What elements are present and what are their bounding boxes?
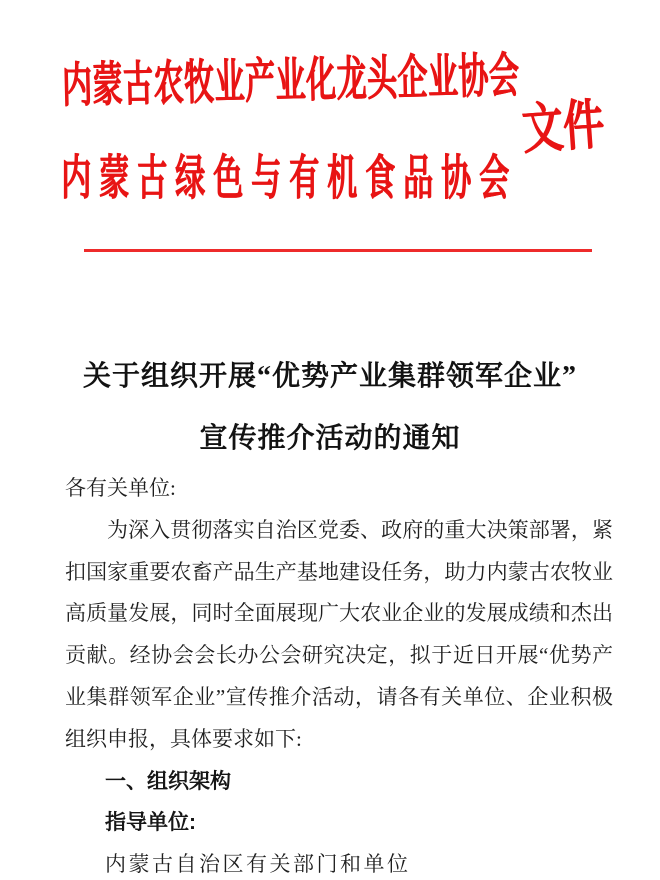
document-body [65, 468, 613, 880]
document-title-line2: 宣传推介活动的通知 [199, 423, 461, 454]
letterhead-doc-label: 文件 [519, 93, 606, 161]
salutation: 各有关单位: [65, 476, 176, 500]
red-divider [84, 249, 592, 252]
document-title [0, 346, 660, 470]
letterhead-org-line1: 内蒙古农牧业产业化龙头企业协会 [61, 50, 520, 114]
guide-unit-value: 内蒙古自治区有关部门和单位 [105, 852, 411, 877]
guide-unit-label: 指导单位: [105, 811, 196, 835]
document-title-line1: 关于组织开展“优势产业集群领军企业” [82, 361, 577, 392]
body-paragraph: 为深入贯彻落实自治区党委、政府的重大决策部署，紧扣国家重要农畜产品生产基地建设任务，助力内蒙古农牧业高质量发展，同时全面展现广大农业企业的发展成绩和杰出贡献。经协会会长办公会研究决定，拟于近日开展“优势产业集群领军企业”宣传推介活动，请各有关单位、企业积极组织申报，具体要求如下: [65, 517, 613, 751]
section-heading-organization: 一、组织架构 [105, 769, 231, 793]
letterhead-org-line2: 内蒙古绿色与有机食品协会 [61, 152, 517, 206]
